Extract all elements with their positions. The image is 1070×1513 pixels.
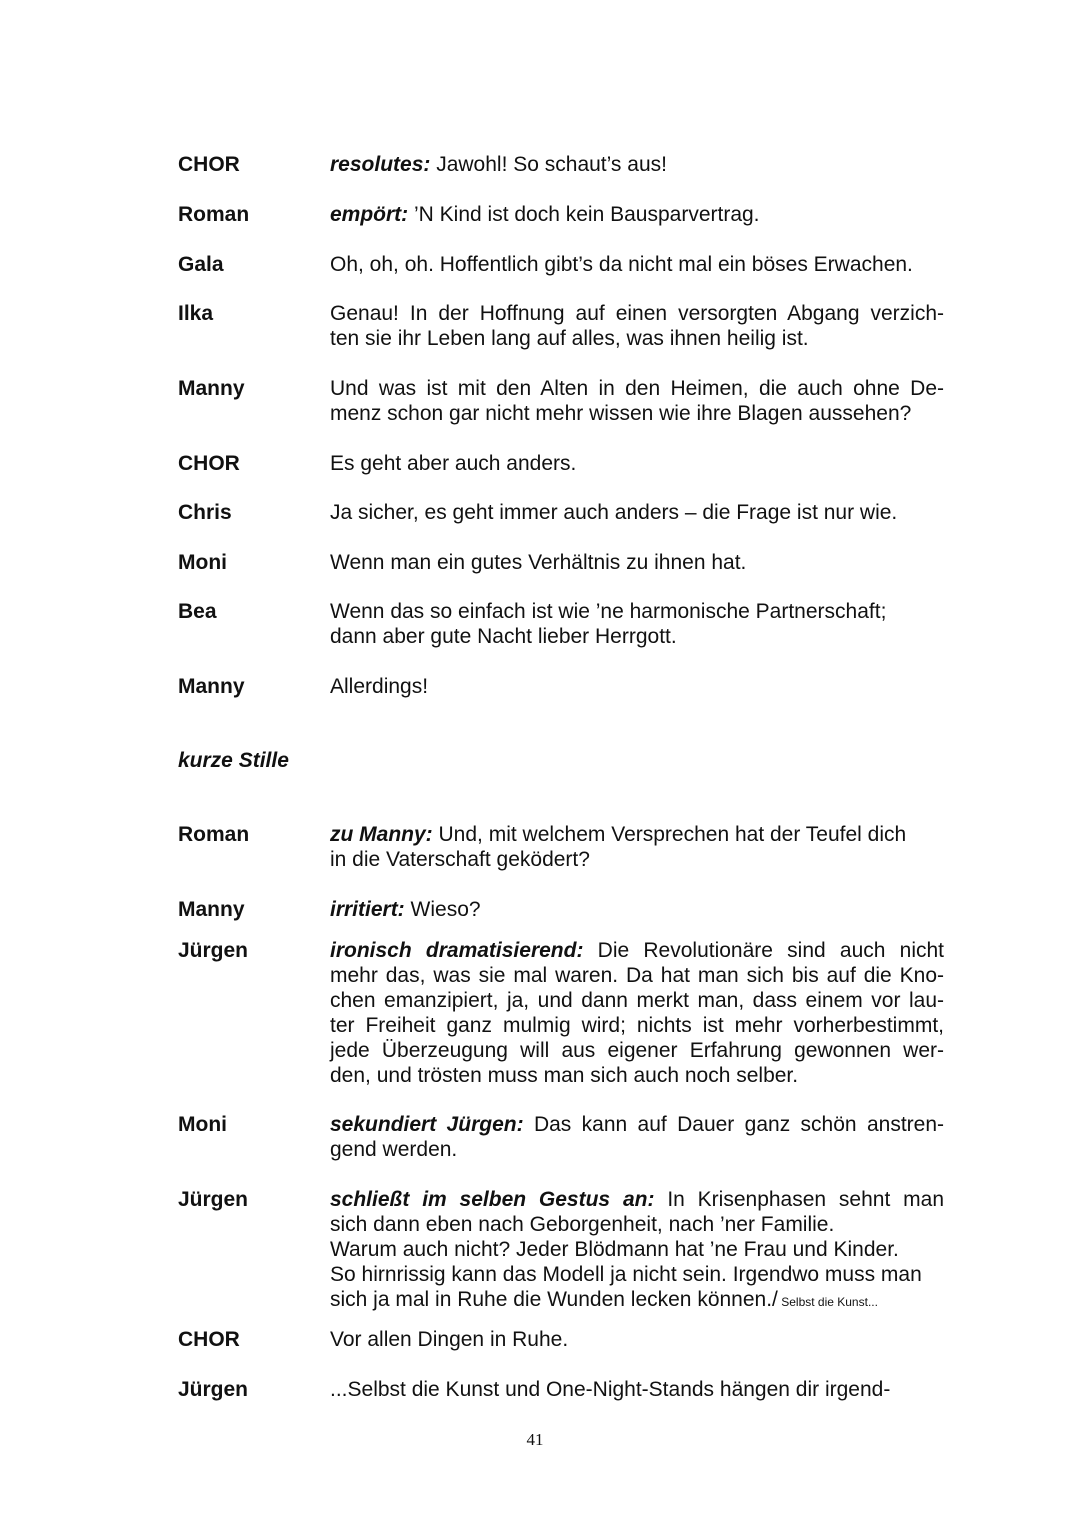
dialogue-line: zu Manny: Und, mit welchem Versprechen hat der Teufel dich <box>330 823 907 846</box>
dialogue-line: Genau! In der Hoffnung auf einen versorgten Abgang verzich- <box>330 302 944 325</box>
dialogue-line: jede Überzeugung will aus eigener Erfahrung gewonnen wer- <box>330 1039 944 1062</box>
stage-direction-inline: empört: <box>330 203 409 226</box>
dialogue-line: gend werden. <box>330 1138 458 1161</box>
dialogue-line: ten sie ihr Leben lang auf alles, was ihnen heilig ist. <box>330 327 809 350</box>
speaker-name: CHOR <box>178 452 240 475</box>
speaker-name: Roman <box>178 203 250 226</box>
speaker-name: Chris <box>178 501 232 524</box>
dialogue-line: sekundiert Jürgen: Das kann auf Dauer ganz schön anstren- <box>330 1113 944 1136</box>
dialogue-line: Wenn das so einfach ist wie ’ne harmonische Partnerschaft; <box>330 600 887 623</box>
dialogue-line: ...Selbst die Kunst und One-Night-Stands hängen dir irgend- <box>330 1378 891 1401</box>
speaker-name: Roman <box>178 823 250 846</box>
speaker-name: Ilka <box>178 302 214 325</box>
speaker-name: Manny <box>178 675 245 698</box>
speaker-name: Bea <box>178 600 217 623</box>
dialogue-line: sich ja mal in Ruhe die Wunden lecken können./ Selbst die Kunst... <box>330 1288 878 1311</box>
dialogue-line: ironisch dramatisierend: Die Revolutionäre sind auch nicht <box>330 939 944 962</box>
dialogue-line: resolutes: Jawohl! So schaut’s aus! <box>330 153 667 176</box>
dialogue-line: ter Freiheit ganz mulmig wird; nichts ist mehr vorherbestimmt, <box>330 1014 944 1037</box>
stage-direction: kurze Stille <box>178 749 289 772</box>
dialogue-line: den, und trösten muss man sich auch noch selber. <box>330 1064 799 1087</box>
stage-direction-inline: irritiert: <box>330 898 405 921</box>
dialogue-line: dann aber gute Nacht lieber Herrgott. <box>330 625 677 648</box>
speaker-name: Gala <box>178 253 224 276</box>
dialogue-line: Es geht aber auch anders. <box>330 452 577 475</box>
dialogue-line: Ja sicher, es geht immer auch anders – die Frage ist nur wie. <box>330 501 898 524</box>
speaker-name: Jürgen <box>178 1188 249 1211</box>
stage-direction-inline: sekundiert Jürgen: <box>330 1113 524 1136</box>
small-note: Selbst die Kunst... <box>777 1295 878 1309</box>
speaker-name: Manny <box>178 377 245 400</box>
speaker-name: Moni <box>178 1113 227 1136</box>
dialogue-line: menz schon gar nicht mehr wissen wie ihre Blagen aussehen? <box>330 402 912 425</box>
dialogue-line: Und was ist mit den Alten in den Heimen, die auch ohne De- <box>330 377 944 400</box>
stage-direction-inline: resolutes: <box>330 153 431 176</box>
stage-direction-inline: schließt im selben Gestus an: <box>330 1188 655 1211</box>
dialogue-line: chen emanzipiert, ja, und dann merkt man, dass einem vor lau- <box>330 989 944 1012</box>
page-number: 41 <box>526 1430 544 1449</box>
dialogue-line: Allerdings! <box>330 675 429 698</box>
dialogue-line: Wenn man ein gutes Verhältnis zu ihnen hat. <box>330 551 747 574</box>
dialogue-line: sich dann eben nach Geborgenheit, nach ’ner Familie. <box>330 1213 835 1236</box>
speaker-name: Jürgen <box>178 1378 249 1401</box>
dialogue-line: mehr das, was sie mal waren. Da hat man sich bis auf die Kno- <box>330 964 944 987</box>
dialogue-line: empört: ’N Kind ist doch kein Bausparvertrag. <box>330 203 760 226</box>
dialogue-line: So hirnrissig kann das Modell ja nicht sein. Irgendwo muss man <box>330 1263 922 1286</box>
speaker-name: CHOR <box>178 1328 240 1351</box>
dialogue-line: Vor allen Dingen in Ruhe. <box>330 1328 569 1351</box>
speaker-name: Jürgen <box>178 939 249 962</box>
stage-direction-inline: ironisch dramatisierend: <box>330 939 584 962</box>
dialogue-line: schließt im selben Gestus an: In Krisenphasen sehnt man <box>330 1188 945 1211</box>
dialogue-line: in die Vaterschaft geködert? <box>330 848 590 871</box>
speaker-name: Manny <box>178 898 245 921</box>
dialogue-line: Warum auch nicht? Jeder Blödmann hat ’ne Frau und Kinder. <box>330 1238 899 1261</box>
stage-direction-inline: zu Manny: <box>330 823 433 846</box>
dialogue-line: Oh, oh, oh. Hoffentlich gibt’s da nicht mal ein böses Erwachen. <box>330 253 913 276</box>
speaker-name: CHOR <box>178 153 240 176</box>
dialogue-line: irritiert: Wieso? <box>330 898 481 921</box>
speaker-name: Moni <box>178 551 227 574</box>
